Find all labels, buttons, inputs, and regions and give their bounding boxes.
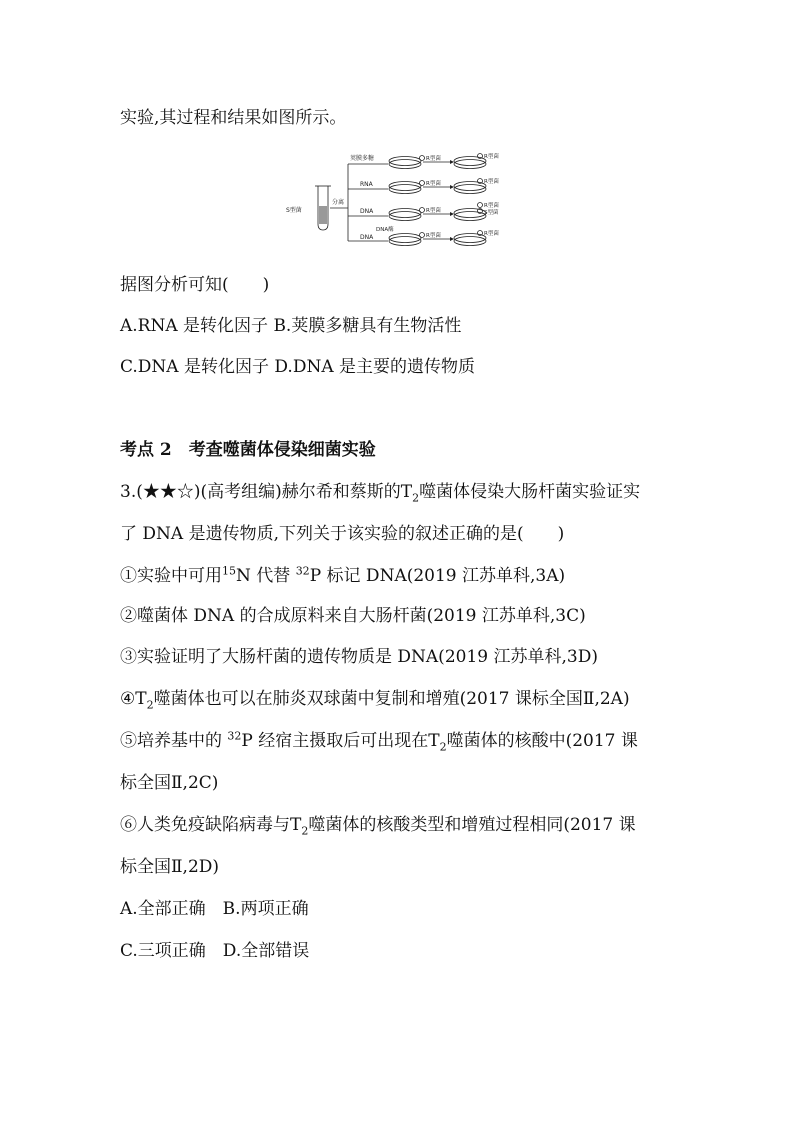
q3-statement-3: ③实验证明了大肠杆菌的遗传物质是 DNA(2019 江苏单科,3D) [120,647,598,667]
q2-options-ab: A.RNA 是转化因子 B.荚膜多糖具有生物活性 [120,316,462,336]
q3-statement-6-cont: 标全国Ⅱ,2D) [120,857,220,877]
separate-label: 分离 [332,199,345,206]
svg-text:荚膜多糖: 荚膜多糖 [350,155,375,162]
svg-text:R型菌: R型菌 [426,156,441,162]
q3-statement-4: $④T_2$噬菌体也可以在肺炎双球菌中复制和增殖(2017 课标全国Ⅱ,2A) [120,689,630,712]
svg-text:R型菌: R型菌 [484,179,499,185]
source-label: S型菌 [286,207,302,214]
svg-text:R型菌: R型菌 [426,181,441,187]
q3-statement-1: ①实验中可用$^{15}$N 代替 $^{32}$P 标记 DNA(2019 江苏单科,3A) [120,564,566,586]
svg-text:RNA: RNA [360,181,373,188]
intro-text: 实验,其过程和结果如图所示。 [120,108,347,128]
q3-statement-2: ②噬菌体 DNA 的合成原料来自大肠杆菌(2019 江苏单科,3C) [120,606,586,626]
q2-options-cd: C.DNA 是转化因子 D.DNA 是主要的遗传物质 [120,357,476,377]
q3-stem-line1: 3.(★★☆)(高考组编)赫尔希和蔡斯的$T_2$噬菌体侵染大肠杆菌实验证实 [120,482,641,505]
q3-statement-5: ⑤培养基中的 $^{32}$P 经宿主摄取后可出现在$T_2$噬菌体的核酸中(2017 课 [120,729,638,754]
q3-statement-5-cont: 标全国Ⅱ,2C) [120,773,219,793]
svg-text:R型菌: R型菌 [484,154,499,160]
svg-text:DNA: DNA [360,208,374,215]
q3-stem-line2: 了 DNA 是遗传物质,下列关于该实验的叙述正确的是( ) [120,524,565,544]
svg-text:S型菌: S型菌 [484,210,499,216]
svg-text:R型菌: R型菌 [484,231,499,237]
q3-statement-6: ⑥人类免疫缺陷病毒与$T_2$噬菌体的核酸类型和增殖过程相同(2017 课 [120,815,636,838]
svg-text:R型菌: R型菌 [426,233,441,239]
transformation-experiment-figure [280,146,520,254]
q3-options-ab: A.全部正确 B.两项正确 [120,899,309,919]
section-heading: 考点 2 考查噬菌体侵染细菌实验 [120,440,376,460]
svg-text:DNA酶: DNA酶 [376,227,394,233]
svg-text:R型菌: R型菌 [484,203,499,209]
svg-text:R型菌: R型菌 [426,208,441,214]
q3-options-cd: C.三项正确 D.全部错误 [120,941,310,961]
svg-text:DNA: DNA [360,234,374,241]
q2-stem: 据图分析可知( ) [120,275,270,295]
